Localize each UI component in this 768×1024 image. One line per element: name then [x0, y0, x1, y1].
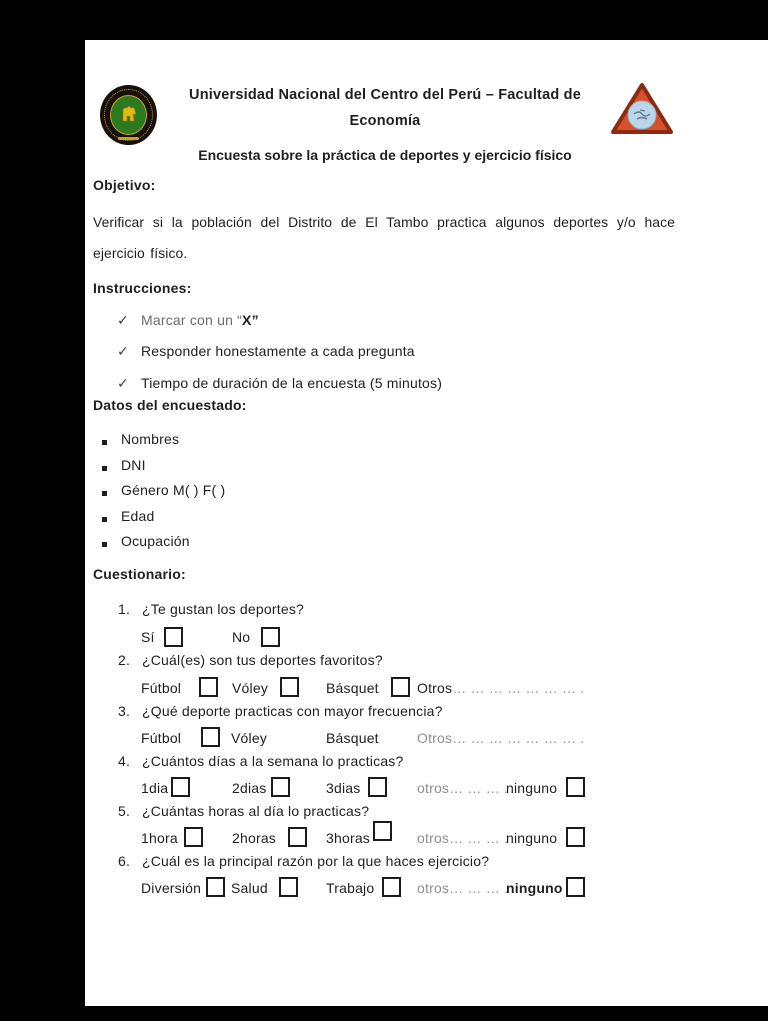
q6-checkbox-diversion[interactable]: [206, 877, 225, 897]
instruction-marcar-prefix: Marcar con un “: [141, 312, 243, 328]
q5-option-otros-label: otros… … … .: [417, 830, 509, 846]
instruction-item-marcar: [141, 311, 259, 329]
q5-option-ninguno-label: ninguno: [506, 830, 558, 846]
q5-checkbox-3horas[interactable]: [373, 821, 392, 841]
seal-banner: [118, 137, 139, 140]
datos-item-dni: DNI: [121, 457, 146, 473]
instrucciones-heading: Instrucciones:: [93, 280, 192, 296]
q3-option-futbol-label: Fútbol: [141, 730, 182, 746]
q1-checkbox-no[interactable]: [261, 627, 280, 647]
q4-checkbox-3dias[interactable]: [368, 777, 387, 797]
q3-option-voley-label: Vóley: [231, 730, 268, 746]
q5-number: 5.: [118, 803, 131, 819]
bullet-icon: [102, 491, 107, 496]
q3-option-basquet-label: Básquet: [326, 730, 379, 746]
q5-text: ¿Cuántas horas al día lo practicas?: [142, 803, 370, 819]
datos-item-genero: Género M( ) F( ): [121, 482, 226, 498]
q4-option-otros-label: otros… … … .: [417, 780, 509, 796]
q3-option-otros-label: Otros… … … … … … … .: [417, 730, 585, 746]
q3-text: ¿Qué deporte practicas con mayor frecuencia?: [142, 703, 443, 719]
datos-item-nombres: Nombres: [121, 431, 180, 447]
q4-option-ninguno-label: ninguno: [506, 780, 558, 796]
q4-option-1dia-label: 1dia: [141, 780, 169, 796]
datos-item-ocupacion: Ocupación: [121, 533, 190, 549]
q6-option-trabajo-label: Trabajo: [326, 880, 375, 896]
bullet-icon: [102, 440, 107, 445]
university-seal-logo: [100, 85, 157, 145]
q6-checkbox-salud[interactable]: [279, 877, 298, 897]
q4-option-3dias-label: 3dias: [326, 780, 361, 796]
q2-otros-dots: … … … … … … … .: [452, 680, 585, 696]
instruction-item-responder: Responder honestamente a cada pregunta: [141, 343, 415, 359]
q5-option-1hora-label: 1hora: [141, 830, 178, 846]
q1-number: 1.: [118, 601, 131, 617]
q5-checkbox-ninguno[interactable]: [566, 827, 585, 847]
bullet-icon: [102, 542, 107, 547]
q2-option-voley-label: Vóley: [232, 680, 269, 696]
q5-option-2horas-label: 2horas: [232, 830, 277, 846]
q4-checkbox-ninguno[interactable]: [566, 777, 585, 797]
q4-text: ¿Cuántos días a la semana lo practicas?: [142, 753, 404, 769]
datos-item-edad: Edad: [121, 508, 155, 524]
q1-option-no-label: No: [232, 629, 251, 645]
instruction-marcar-x: X”: [242, 312, 259, 328]
q2-text: ¿Cuál(es) son tus deportes favoritos?: [142, 652, 383, 668]
q5-checkbox-1hora[interactable]: [184, 827, 203, 847]
datos-heading: Datos del encuestado:: [93, 397, 247, 413]
q6-text: ¿Cuál es la principal razón por la que haces ejercicio?: [142, 853, 490, 869]
q6-number: 6.: [118, 853, 131, 869]
q2-checkbox-voley[interactable]: [280, 677, 299, 697]
instruction-item-tiempo: Tiempo de duración de la encuesta (5 minutos): [141, 375, 443, 391]
checkmark-icon: ✓: [117, 375, 129, 391]
q1-text: ¿Te gustan los deportes?: [142, 601, 305, 617]
q2-number: 2.: [118, 652, 131, 668]
q6-option-ninguno-label: ninguno: [506, 880, 563, 896]
viewer-top-bar: [0, 0, 768, 40]
objetivo-heading: Objetivo:: [93, 177, 156, 193]
q2-option-futbol-label: Fútbol: [141, 680, 182, 696]
page-subtitle: Encuesta sobre la práctica de deportes y ejercicio físico: [198, 147, 572, 163]
q2-checkbox-basquet[interactable]: [391, 677, 410, 697]
checkmark-icon: ✓: [117, 343, 129, 359]
viewer-bottom-bar: [0, 1006, 768, 1021]
q6-option-salud-label: Salud: [231, 880, 268, 896]
bullet-icon: [102, 466, 107, 471]
bullet-icon: [102, 517, 107, 522]
q1-option-si-label: Sí: [141, 629, 155, 645]
q4-number: 4.: [118, 753, 131, 769]
q2-checkbox-futbol[interactable]: [199, 677, 218, 697]
q3-number: 3.: [118, 703, 131, 719]
faculty-triangle-logo: [609, 81, 675, 139]
q5-option-3horas-label: 3horas: [326, 830, 371, 846]
q2-otros-word: Otros: [417, 680, 453, 696]
cuestionario-heading: Cuestionario:: [93, 566, 186, 582]
q1-checkbox-si[interactable]: [164, 627, 183, 647]
title-line2: Economía: [349, 113, 421, 129]
q5-checkbox-2horas[interactable]: [288, 827, 307, 847]
seal-lion-icon: [119, 103, 139, 125]
checkmark-icon: ✓: [117, 312, 129, 328]
q4-option-2dias-label: 2dias: [232, 780, 267, 796]
q6-checkbox-trabajo[interactable]: [382, 877, 401, 897]
q6-option-diversion-label: Diversión: [141, 880, 202, 896]
objetivo-body: Verificar si la población del Distrito de El Tambo practica algunos deportes y/o hace ejercicio físico.: [93, 214, 675, 261]
viewer-left-bar: [0, 40, 85, 1006]
q2-option-otros-label: [417, 679, 584, 697]
page-title: [178, 82, 592, 134]
title-line1: Universidad Nacional del Centro del Perú – Facultad de: [189, 87, 581, 103]
q4-checkbox-1dia[interactable]: [171, 777, 190, 797]
q4-checkbox-2dias[interactable]: [271, 777, 290, 797]
q2-option-basquet-label: Básquet: [326, 680, 379, 696]
q6-checkbox-ninguno[interactable]: [566, 877, 585, 897]
q6-option-otros-label: otros… … … .: [417, 880, 509, 896]
q3-checkbox-futbol[interactable]: [201, 727, 220, 747]
